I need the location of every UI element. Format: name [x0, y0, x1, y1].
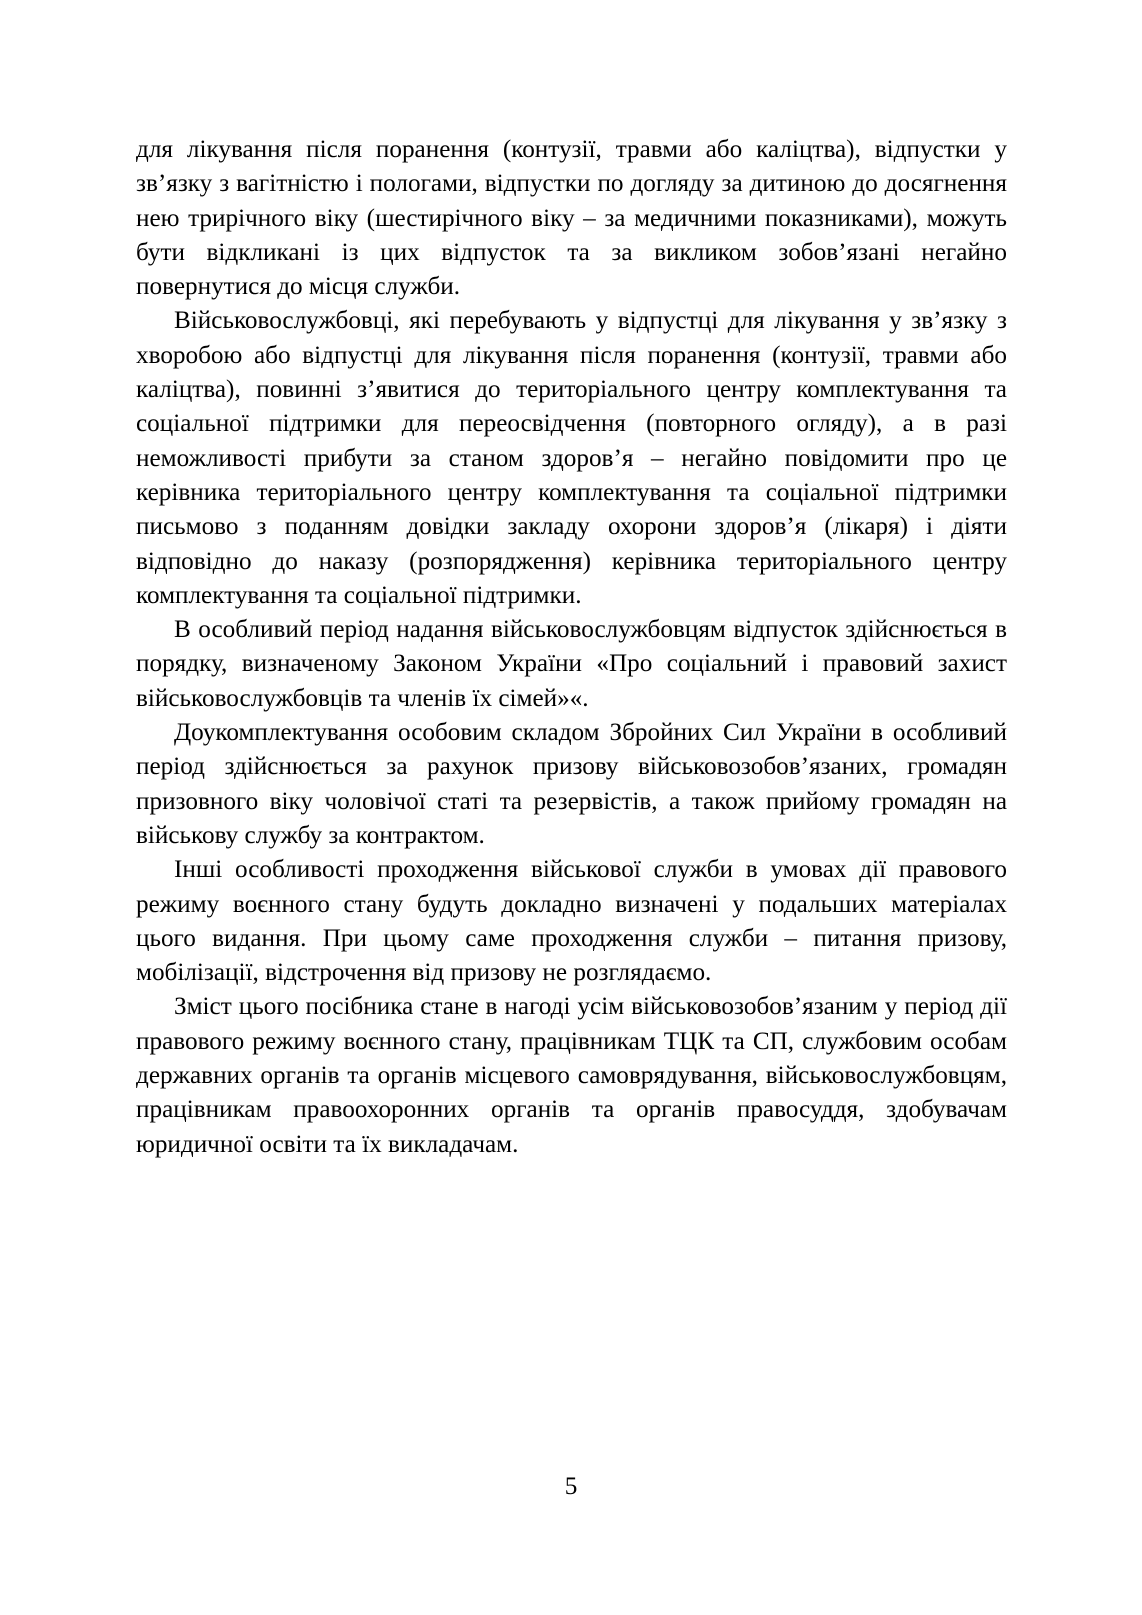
paragraph-4: Доукомплектування особовим складом Збройних Сил України в особливий період здійснюється за рахунок призову військовозобов’язаних, громадян призовного віку чоловічої статі та резервістів, а також прийому громадян на військову службу за контрактом.: [136, 719, 1007, 849]
body-text: [136, 133, 1007, 1162]
page-number: 5: [564, 1473, 578, 1500]
paragraph-6: Зміст цього посібника стане в нагоді усім військовозобов’язаним у період дії правового режиму воєнного стану, працівникам ТЦК та СП, службовим особам державних органів та органів місцевого самоврядування, військовослужбовцям, працівникам правоохоронних органів та органів правосуддя, здобувачам юридичної освіти та їх викладачам.: [136, 993, 1007, 1158]
paragraph-2: Військовослужбовці, які перебувають у відпустці для лікування у зв’язку з хворобою або відпустці для лікування після поранення (контузії, травми або каліцтва), повинні з’явитися до територіального центру комплектування та соціальної підтримки для переосвідчення (повторного огляду), а в разі неможливості прибути за станом здоров’я – негайно повідомити про це керівника територіального центру комплектування та соціальної підтримки письмово з поданням довідки закладу охорони здоров’я (лікаря) і діяти відповідно до наказу (розпорядження) керівника територіального центру комплектування та соціальної підтримки.: [136, 307, 1007, 609]
paragraph-3: В особливий період надання військовослужбовцям відпусток здійснюється в порядку, визначеному Законом України «Про соціальний і правовий захист військовослужбовців та членів їх сімей»«.: [136, 616, 1007, 712]
paragraph-5: Інші особливості проходження військової служби в умовах дії правового режиму воєнного стану будуть докладно визначені у подальших матеріалах цього видання. При цьому саме проходження служби – питання призову, мобілізації, відстрочення від призову не розглядаємо.: [136, 856, 1007, 987]
paragraph-1: для лікування після поранення (контузії, травми або каліцтва), відпустки у зв’язку з вагітністю і пологами, відпустки по догляду за дитиною до досягнення нею трирічного віку (шестирічного віку – за медичними показниками), можуть бути відкликані із цих відпусток та за викликом зобов’язані негайно повернутися до місця служби.: [136, 136, 1007, 301]
